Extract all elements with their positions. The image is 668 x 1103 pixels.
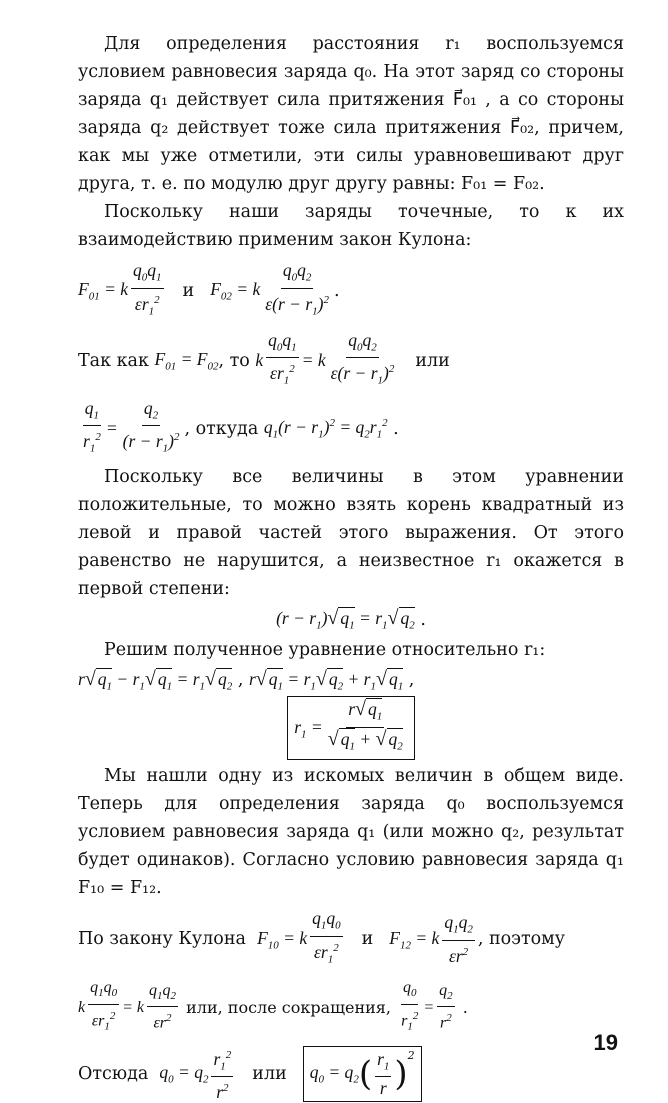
poetomu-word: , поэтому [477,929,566,950]
equality-line: Так как $F_{01} = F_{02}$ , то k $\frac{q_0q_1}{\varepsilon r_1^2}$ = k $\frac{q_0q_2}{\varepsilon(r - r_1)^2}$ или [78,329,450,387]
q0-result-line: Отсюда $q_0 = q_2$ $\frac{r_1^2}{r^2}$ или $q_0 = q_2$ ( $\frac{r_1}{r}$ ) $^2$ [78,1045,624,1103]
paragraph-5: Мы нашли одну из искомых величин в общем виде. Теперь для определения заряда q₀ воспользуемся условием равновесия заряда q₁ (или можно q₂, результат будет одинаков). Согласно условию равновесия заряда q₁ F₁₀ = F₁₂. [78,766,624,899]
and-word-2: и [361,929,374,950]
ratio-line: $\frac{q_1}{r_1^2}$ = $\frac{q_2}{(r - r_1)^2}$ , откуда $q_1(r - r_1)^2 = q_2r_1^2$ . [83,397,399,455]
paragraph-2: Поскольку наши заряды точечные, то к их взаимодействию применим закон Кулона: [78,202,624,250]
ili-sokr-words: или, после сокращения, [186,998,391,1018]
ili-word-2: или [252,1064,287,1085]
otkuda-word: , откуда [184,418,259,439]
r1-result [78,696,624,760]
and-word: и [182,280,195,301]
ili-word: или [415,350,450,371]
q0-boxed-formula: $q_0 = q_2$ ( $\frac{r_1}{r}$ ) $^2$ [303,1046,422,1103]
reduction-line: k $\frac{q_1q_0}{\varepsilon r_1^2}$ = k $\frac{q_1q_2}{\varepsilon r^2}$ или, после сокращения, $\frac{q_0}{r_1^2}$ = $\frac{q_2}{r^2}$ . [78,979,468,1033]
paragraph-3: Поскольку все величины в этом уравнении положительные, то можно взять корень квадратный из левой и правой частей этого выражения. От этого равенство не нарушится, а неизвестное r₁ окажется в первой степени: [78,467,624,600]
solve-line: r√ $q_1 - r_1√$ $q_1 = r_1√$ $q_2$ , r√ $q_1 = r_1√$ $q_2 + r_1√$ $q_1$ , [78,667,415,693]
paragraph-4: Решим полученное уравнение относительно r₁: [104,639,546,660]
paragraph-1: Для определения расстояния r₁ воспользуемся условием равновесия заряда q₀. На этот заряд со стороны заряда q₁ действует сила притяжения F⃗₀₁ , а со стороны заряда q₂ действует тоже сила притяжения F⃗₀₂, причем, как мы уже отметили, эти силы уравновешивают друг друга, т. е. по модулю друг другу равны: F₀₁ = F₀₂. [78,34,624,194]
coulomb-line-2: По закону Кулона $F_{10} = k$ $\frac{q_1q_0}{\varepsilon r_1^2}$ и $F_{12} = k$ $\frac{q_1q_2}{\varepsilon r^2}$ , поэтому [78,908,566,966]
to-word: , то [218,350,250,371]
po-zakonu-word: По закону Кулона [78,929,246,950]
otsyuda-word: Отсюда [78,1064,149,1085]
tak-kak-word: Так как [78,350,149,371]
coulomb-equations: $F_{01} = k$ $\frac{q_0q_1}{\varepsilon r_1^2}$ и $F_{02} = k$ $\frac{q_0q_2}{\varepsilon(r - r_1)^2}$ . [78,260,340,317]
page-number: 19 [593,1030,618,1055]
r1-boxed-formula: $r_1$ = $\frac{r√ q_1}{√ q_1 + √ q_2}$ [287,696,415,760]
sqrt-equation: $(r - r_1)√$ $q_1 = r_1√$ $q_2$ . [276,607,426,632]
